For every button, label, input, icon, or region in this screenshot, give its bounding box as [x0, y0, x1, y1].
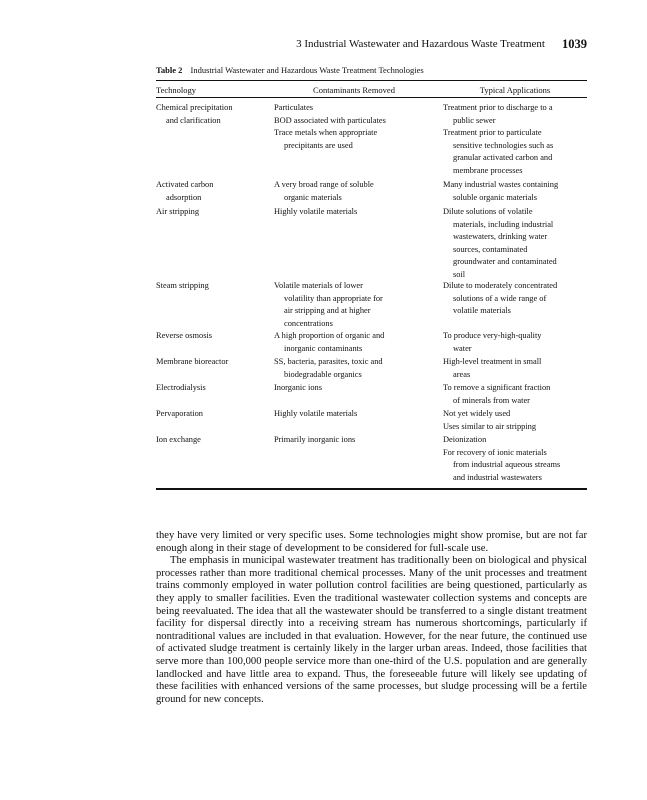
- cell-line: Many industrial wastes containing: [443, 180, 559, 189]
- cell-line: Treatment prior to discharge to a: [443, 103, 553, 112]
- contaminants-cell: [274, 434, 434, 447]
- contaminants-cell: [274, 206, 434, 219]
- technology-cell: [156, 280, 268, 293]
- cell-line: sources, contaminated: [453, 244, 528, 254]
- paragraph: they have very limited or very specific uses. Some technologies might show promise, but are not far enough along in their stage of development to be considered for full-scale use.: [156, 530, 587, 554]
- cell-line: Inorganic ions: [274, 383, 322, 392]
- cell-line: Steam stripping: [156, 281, 209, 290]
- technology-cell: [156, 330, 268, 343]
- cell-line: water: [453, 343, 472, 353]
- applications-cell: [443, 356, 587, 381]
- column-header-contaminants: Contaminants Removed: [313, 85, 395, 95]
- cell-line: BOD associated with particulates: [274, 115, 386, 125]
- applications-cell: [443, 330, 587, 355]
- applications-cell: [443, 206, 587, 281]
- cell-line: Reverse osmosis: [156, 331, 213, 340]
- contaminants-cell: [274, 382, 434, 395]
- table-header-rule: [156, 97, 587, 98]
- cell-line: sensitive technologies such as: [453, 140, 554, 150]
- applications-cell: [443, 102, 587, 177]
- applications-cell: [443, 179, 587, 204]
- table-caption: [156, 65, 424, 75]
- technology-cell: [156, 382, 268, 395]
- cell-line: organic materials: [284, 192, 342, 202]
- cell-line: soil: [453, 269, 466, 279]
- cell-line: membrane processes: [453, 165, 523, 175]
- cell-line: A high proportion of organic and: [274, 331, 385, 340]
- applications-cell: [443, 434, 587, 484]
- cell-line: To remove a significant fraction: [443, 383, 551, 392]
- running-header: [156, 37, 587, 53]
- cell-line: solutions of a wide range of: [453, 293, 547, 303]
- table-bottom-rule: [156, 488, 587, 490]
- cell-line: Not yet widely used: [443, 409, 511, 418]
- cell-line: volatility than appropriate for: [284, 293, 383, 303]
- table-label: Table 2: [156, 65, 183, 75]
- applications-cell: [443, 408, 587, 433]
- cell-line: SS, bacteria, parasites, toxic and: [274, 357, 383, 366]
- cell-line: wastewaters, drinking water: [453, 232, 548, 241]
- column-header-technology: Technology: [156, 85, 197, 95]
- contaminants-cell: [274, 408, 434, 421]
- technology-cell: [156, 206, 268, 219]
- cell-line: groundwater and contaminated: [453, 257, 557, 266]
- chapter-title: 3 Industrial Wastewater and Hazardous Waste Treatment: [296, 38, 545, 50]
- cell-line: areas: [453, 369, 471, 379]
- cell-line: volatile materials: [453, 306, 511, 315]
- cell-line: Particulates: [274, 103, 314, 112]
- cell-line: Ion exchange: [156, 435, 201, 444]
- technology-cell: [156, 179, 268, 204]
- technology-cell: [156, 434, 268, 447]
- cell-line: of minerals from water: [453, 395, 530, 405]
- technology-cell: [156, 408, 268, 421]
- cell-line: concentrations: [284, 318, 333, 328]
- column-header-applications: Typical Applications: [479, 85, 551, 95]
- cell-line: A very broad range of soluble: [274, 180, 374, 189]
- contaminants-cell: [274, 330, 434, 355]
- body-text: [156, 530, 587, 706]
- cell-line: public sewer: [453, 115, 496, 125]
- cell-line: High-level treatment in small: [443, 357, 542, 366]
- cell-line: soluble organic materials: [453, 192, 538, 202]
- cell-line: Dilute solutions of volatile: [443, 207, 533, 216]
- cell-line: Electrodialysis: [156, 383, 206, 392]
- contaminants-cell: [274, 356, 434, 381]
- cell-line: and clarification: [166, 115, 221, 125]
- cell-line: Highly volatile materials: [274, 409, 358, 418]
- cell-line: Volatile materials of lower: [274, 281, 363, 290]
- cell-line: adsorption: [166, 192, 202, 202]
- table-title: Industrial Wastewater and Hazardous Waste Treatment Technologies: [190, 65, 424, 75]
- cell-line: Uses similar to air stripping: [443, 421, 537, 431]
- cell-line: materials, including industrial: [453, 219, 554, 229]
- cell-line: air stripping and at higher: [284, 306, 371, 315]
- paragraph: The emphasis in municipal wastewater treatment has traditionally been on biological and physical processes rather than more traditional chemical processes. Many of the unit processes and treatment trains commonly employed in water pollution control facilities are being questioned, particularly as they apply to smaller facilities. Even the traditional wastewater collection systems and concepts are being reevaluated. The idea that all the wastewater should be transferred to a single distant treatment facility for dispersal directly into a receiving stream has numerous shortcomings, particularly if nontraditional values are included in that evaluation. However, for the near future, the continued use of activated sludge treatment is certainly likely in the larger urban areas. Indeed, those facilities that serve more than 100,000 people service more than one-third of the U.S. population and are generally landlocked and have little area to expand. Thus, the foreseeable future will likely see updating of these facilities with enhanced versions of the same processes, but sludge processing will be a fertile ground for new concepts.: [156, 555, 587, 705]
- technology-cell: [156, 356, 268, 369]
- contaminants-cell: [274, 280, 434, 330]
- applications-cell: [443, 280, 587, 318]
- cell-line: inorganic contaminants: [284, 343, 363, 353]
- cell-line: Highly volatile materials: [274, 207, 358, 216]
- cell-line: Treatment prior to particulate: [443, 128, 542, 137]
- cell-line: Activated carbon: [156, 180, 214, 189]
- technology-cell: [156, 102, 268, 127]
- cell-line: Membrane bioreactor: [156, 357, 229, 366]
- cell-line: Trace metals when appropriate: [274, 128, 378, 137]
- cell-line: and industrial wastewaters: [453, 472, 542, 482]
- cell-line: For recovery of ionic materials: [443, 447, 547, 457]
- applications-cell: [443, 382, 587, 407]
- cell-line: from industrial aqueous streams: [453, 460, 561, 469]
- table-top-rule: [156, 80, 587, 81]
- contaminants-cell: [274, 102, 434, 152]
- cell-line: biodegradable organics: [284, 369, 362, 379]
- page-number: 1039: [562, 37, 587, 51]
- cell-line: Air stripping: [156, 207, 200, 216]
- cell-line: To produce very-high-quality: [443, 331, 542, 340]
- cell-line: Pervaporation: [156, 409, 203, 418]
- contaminants-cell: [274, 179, 434, 204]
- cell-line: precipitants are used: [284, 140, 353, 150]
- cell-line: Dilute to moderately concentrated: [443, 281, 558, 290]
- cell-line: Deionization: [443, 435, 487, 444]
- cell-line: Primarily inorganic ions: [274, 435, 356, 444]
- cell-line: granular activated carbon and: [453, 153, 553, 162]
- cell-line: Chemical precipitation: [156, 103, 233, 112]
